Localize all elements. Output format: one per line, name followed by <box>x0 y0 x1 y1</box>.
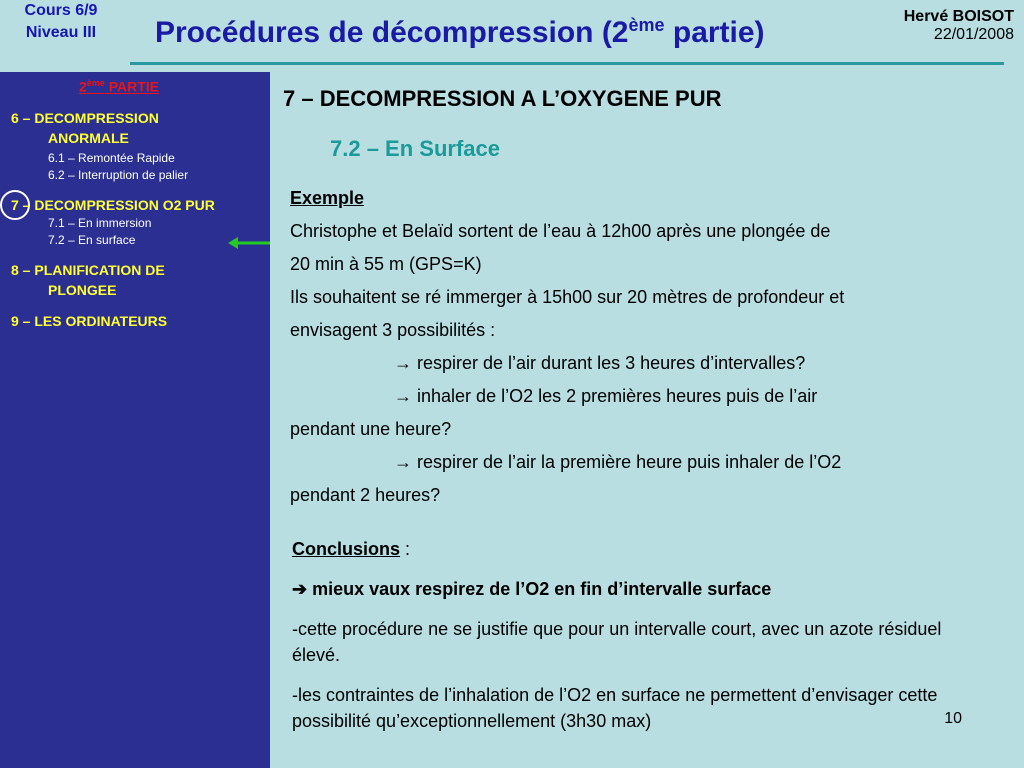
level-label: Niveau III <box>25 24 97 41</box>
conclusion-paragraph-1: -cette procédure ne se justifie que pour un intervalle court, avec un azote résiduel élevé. <box>292 619 942 665</box>
option-1-text: respirer de l’air durant les 3 heures d’intervalles? <box>417 353 806 373</box>
conclusion-block <box>292 536 992 748</box>
example-block <box>290 182 1005 512</box>
option-2-cont: pendant une heure? <box>290 419 452 439</box>
conclusion-key-text: mieux vaux respirez de l’O2 en fin d’intervalle surface <box>312 579 772 599</box>
author-name: Hervé BOISOT <box>903 8 1014 25</box>
author-block <box>904 8 1014 44</box>
arrow-icon: → <box>394 386 412 406</box>
part-sup: ème <box>86 78 105 88</box>
page-number: 10 <box>944 710 962 727</box>
conclusion-paragraph-2: -les contraintes de l’inhalation de l’O2 en surface ne permettent d’envisager cette possibilité qu’exceptionnellement (3h30 max) <box>292 685 938 731</box>
conclusion-heading <box>292 536 992 562</box>
page-title <box>155 16 765 50</box>
sidebar-item-8-cont[interactable]: PLONGEE <box>48 282 117 298</box>
title-sup: ème <box>628 15 665 35</box>
sidebar-item-8[interactable]: 8 – PLANIFICATION DE <box>11 262 165 278</box>
sidebar <box>0 72 270 768</box>
option-3-cont: pendant 2 heures? <box>290 485 441 505</box>
course-info <box>0 0 122 60</box>
section-title: 7 – DECOMPRESSION A L’OXYGENE PUR <box>283 86 722 111</box>
sidebar-item-6-2[interactable]: 6.2 – Interruption de palier <box>48 168 189 182</box>
option-3 <box>290 446 1005 479</box>
option-1 <box>290 347 1005 380</box>
part-label: PARTIE <box>104 78 160 95</box>
sidebar-item-7-1[interactable]: 7.1 – En immersion <box>48 216 152 230</box>
conclusion-key-point <box>292 576 992 602</box>
example-line-4: envisagent 3 possibilités : <box>290 320 496 340</box>
option-2-text: inhaler de l’O2 les 2 premières heures puis de l’air <box>417 386 818 406</box>
sidebar-item-6-1[interactable]: 6.1 – Remontée Rapide <box>48 151 175 165</box>
header-divider <box>130 62 1004 65</box>
arrow-icon: → <box>394 452 412 472</box>
conclusion-title: Conclusions <box>292 539 401 559</box>
arrow-icon: → <box>394 353 412 373</box>
option-2 <box>290 380 1005 413</box>
sidebar-part-label[interactable] <box>79 78 159 95</box>
title-main: Procédures de décompression (2 <box>155 16 629 49</box>
green-arrow-icon <box>228 234 272 252</box>
title-end: partie) <box>664 16 765 49</box>
example-line-2: 20 min à 55 m (GPS=K) <box>290 254 482 274</box>
bold-arrow-icon: ➔ <box>292 579 308 599</box>
example-title: Exemple <box>290 188 365 208</box>
sidebar-item-7-2[interactable]: 7.2 – En surface <box>48 233 136 247</box>
sidebar-item-6-cont[interactable]: ANORMALE <box>48 130 129 146</box>
author-date: 22/01/2008 <box>933 26 1014 43</box>
conclusion-colon: : <box>400 539 411 559</box>
sidebar-item-9[interactable]: 9 – LES ORDINATEURS <box>11 313 168 329</box>
course-label: Cours 6/9 <box>24 2 98 19</box>
sidebar-item-7[interactable]: 7 – DECOMPRESSION O2 PUR <box>11 197 215 213</box>
subsection-title: 7.2 – En Surface <box>330 136 500 161</box>
sidebar-item-6[interactable]: 6 – DECOMPRESSION <box>11 110 159 126</box>
example-line-1: Christophe et Belaïd sortent de l’eau à 12h00 après une plongée de <box>290 221 831 241</box>
example-line-3: Ils souhaitent se ré immerger à 15h00 sur 20 mètres de profondeur et <box>290 287 845 307</box>
part-num: 2 <box>79 78 87 95</box>
option-3-text: respirer de l’air la première heure puis inhaler de l’O2 <box>417 452 842 472</box>
